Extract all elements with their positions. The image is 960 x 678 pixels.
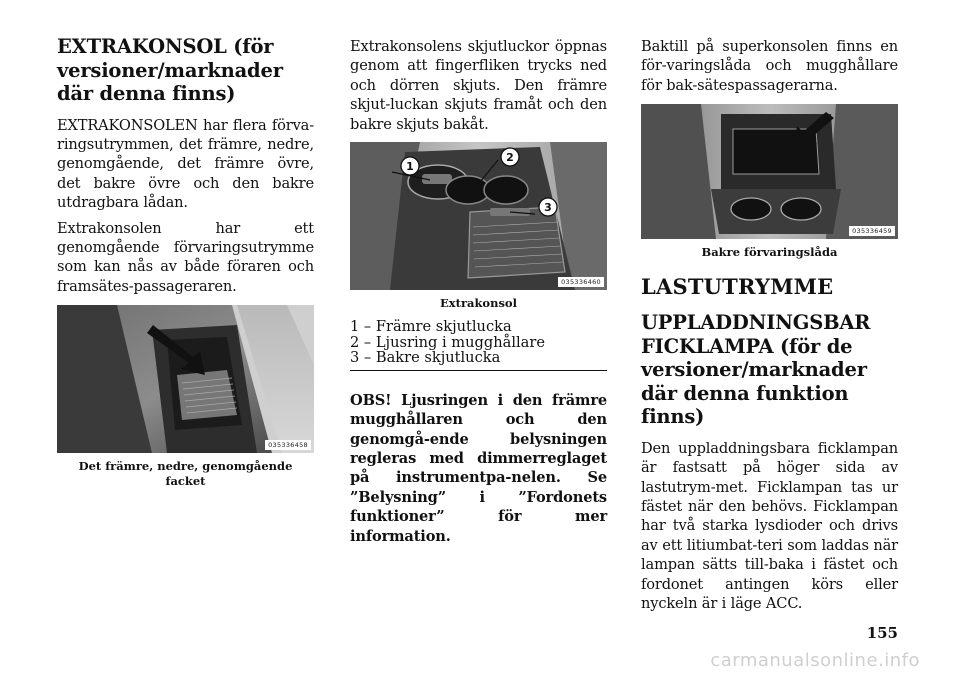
- callout-label: 1: [406, 160, 414, 174]
- legend-item: 3 – Bakre skjutlucka: [350, 349, 501, 367]
- console-lower-illustration: [57, 305, 314, 453]
- legend-item: 2 – Ljusring i mugghållare: [350, 333, 545, 351]
- watermark: carmanualsonline.info: [710, 650, 920, 671]
- console-cupholder-illustration: [350, 142, 607, 290]
- paragraph-through-storage: Extrakonsolen har ett genomgående förvaringsutrymme som kan nås av både föraren och framsätes-passageraren.: [57, 219, 314, 295]
- divider: [350, 370, 607, 371]
- photo-id: 035336459: [849, 226, 895, 236]
- photo-id: 035336460: [558, 277, 604, 287]
- callout-label: 3: [544, 201, 552, 215]
- column-left: [57, 0, 314, 489]
- section-heading-extrakonsol: EXTRAKONSOL (för versioner/marknader där denna finns): [57, 35, 283, 105]
- page-number: 155: [866, 624, 898, 642]
- photo-rear-storage-box: [641, 104, 898, 239]
- column-middle: [350, 0, 607, 546]
- paragraph-sliding-doors: Extrakonsolens skjutluckor öppnas genom att fingerfliken trycks ned och dörren skjuts. Den främre skjut-luckan skjuts framåt och den bakre skjuts bakåt.: [350, 38, 607, 133]
- callout-legend: [350, 319, 607, 366]
- chapter-title-lastutrymme: LASTUTRYMME: [641, 274, 834, 300]
- photo-front-lower-compartment: [57, 305, 314, 453]
- photo-extrakonsol: [350, 142, 607, 290]
- paragraph-rear-storage: Baktill på superkonsolen finns en för-varingslåda och mugghållare för bak-sätespassagerarna.: [641, 38, 898, 94]
- note-obs: OBS! Ljusringen i den främre mugghållaren och den genomgå-ende belysningen regleras med dimmerreglaget på instrumentpa-nelen. Se ”Belysning” i ”Fordonets funktioner” för mer information.: [350, 391, 607, 545]
- rear-storage-illustration: [641, 104, 898, 239]
- caption-front-lower: Det främre, nedre, genomgående facket: [78, 459, 293, 489]
- legend-item: 1 – Främre skjutlucka: [350, 318, 512, 336]
- caption-rear-storage: Bakre förvaringslåda: [701, 245, 838, 260]
- photo-id: 035336458: [265, 440, 311, 450]
- caption-extrakonsol: Extrakonsol: [440, 296, 517, 311]
- callout-label: 2: [506, 151, 514, 165]
- section-heading-flashlight: UPPLADDNINGSBAR FICKLAMPA (för de versioner/marknader där denna funktion finns): [641, 311, 871, 429]
- column-right: [641, 0, 898, 613]
- paragraph-flashlight: Den uppladdningsbara ficklampan är fastsatt på höger sida av lastutrym-met. Ficklampan tas ur fästet när den behövs. Ficklampan har två starka lysdioder och drivs av ett litiumbat-teri som laddas när lampan sätts till-baka i fästet och fordonet antingen körs eller nyckeln är i läge ACC.: [641, 439, 898, 612]
- paragraph-extrakonsol-intro: EXTRAKONSOLEN har flera förva-ringsutrymmen, det främre, nedre, genomgående, det främre övre, det bakre övre och den bakre utdragbara lådan.: [57, 116, 314, 212]
